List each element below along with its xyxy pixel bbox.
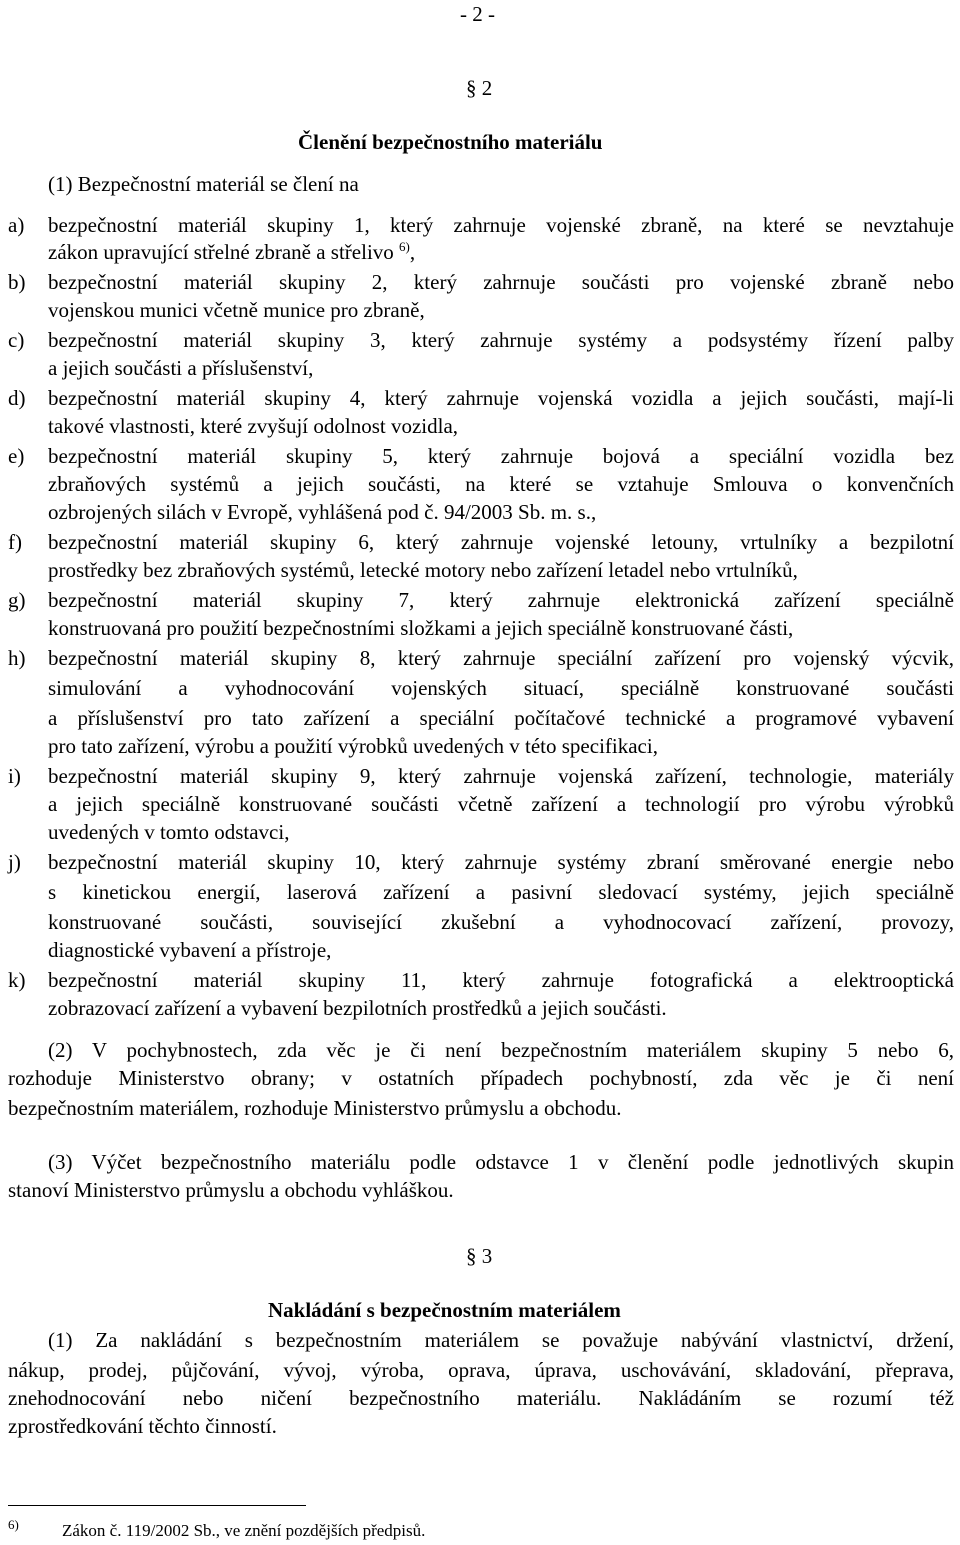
paragraph-2-line-3: bezpečnostním materiálem, rozhoduje Ministerstvo průmyslu a obchodu. [8,1096,622,1120]
item-h-line-4: pro tato zařízení, výrobu a použití výrobků uvedených v této specifikaci, [48,734,658,758]
page-number: - 2 - [460,2,495,26]
section-2-sign: § 2 [466,76,493,100]
paragraph-2-line-1: (2) V pochybnostech, zda věc je či není bezpečnostním materiálem skupiny 5 nebo 6, [48,1038,954,1062]
paragraph-3-line-2: stanoví Ministerstvo průmyslu a obchodu vyhláškou. [8,1178,454,1202]
item-label: h) [8,646,26,670]
footnote-divider [8,1505,306,1506]
section-3-p1-line-3: znehodnocování nebo ničení bezpečnostního materiálu. Nakládáním se rozumí též [8,1386,954,1410]
item-label: j) [8,850,21,874]
item-label: k) [8,968,26,992]
item-h-line-1: bezpečnostní materiál skupiny 8, který zahrnuje speciální zařízení pro vojenský výcvik, [48,646,954,670]
paragraph-2-line-2: rozhoduje Ministerstvo obrany; v ostatních případech pochybností, zda věc je či není [8,1066,954,1090]
item-k-line-1: bezpečnostní materiál skupiny 11, který zahrnuje fotografická a elektrooptická [48,968,954,992]
item-label: f) [8,530,22,554]
section-3-p1-line-1: (1) Za nakládání s bezpečnostním materiálem se považuje nabývání vlastnictví, držení, [48,1328,954,1352]
item-i-line-3: uvedených v tomto odstavci, [48,820,290,844]
item-f-line-1: bezpečnostní materiál skupiny 6, který zahrnuje vojenské letouny, vrtulníky a bezpilotní [48,530,954,554]
item-label: e) [8,444,25,468]
item-c-line-1: bezpečnostní materiál skupiny 3, který zahrnuje systémy a podsystémy řízení palby [48,328,954,352]
section-3-title: Nakládání s bezpečnostním materiálem [268,1298,621,1322]
section-3-sign: § 3 [466,1244,493,1268]
footnote-mark: 6) [8,1517,19,1532]
item-b-line-1: bezpečnostní materiál skupiny 2, který zahrnuje součásti pro vojenské zbraně nebo [48,270,954,294]
item-h-line-3: a příslušenství pro tato zařízení a speciální počítačové technické a programové vybavení [48,706,954,730]
item-label: g) [8,588,26,612]
item-i-line-2: a jejich speciálně konstruované součásti včetně zařízení a technologií pro výrobu výrobků [48,792,954,816]
item-g-line-2: konstruovaná pro použití bezpečnostními složkami a jejich speciálně konstruované části, [48,616,794,640]
paragraph-3-line-1: (3) Výčet bezpečnostního materiálu podle odstavce 1 v členění podle jednotlivých skupin [48,1150,954,1174]
section-3-p1-line-2: nákup, prodej, půjčování, vývoj, výroba, oprava, úprava, uschovávání, skladování, přeprava, [8,1358,954,1382]
item-e-line-1: bezpečnostní materiál skupiny 5, který zahrnuje bojová a speciální vozidla bez [48,444,954,468]
item-label: b) [8,270,26,294]
section-3-p1-line-4: zprostředkování těchto činností. [8,1414,277,1438]
item-j-line-1: bezpečnostní materiál skupiny 10, který zahrnuje systémy zbraní směrované energie nebo [48,850,954,874]
item-k-line-2: zobrazovací zařízení a vybavení bezpilotních prostředků a jejich součásti. [48,996,667,1020]
item-j-line-4: diagnostické vybavení a přístroje, [48,938,332,962]
item-label: c) [8,328,25,352]
item-a-line-2-text: zákon upravující střelné zbraně a střelivo [48,240,394,264]
item-c-line-2: a jejich součásti a příslušenství, [48,356,314,380]
item-h-line-2: simulování a vyhodnocování vojenských situací, speciálně konstruované součásti [48,676,954,700]
item-a-tail: , [409,240,416,264]
item-j-line-3: konstruované součásti, související zkušební a vyhodnocovací zařízení, provozy, [48,910,954,934]
section-2-title: Členění bezpečnostního materiálu [298,130,603,154]
item-b-line-2: vojenskou munici včetně munice pro zbraně, [48,298,425,322]
item-d-line-1: bezpečnostní materiál skupiny 4, který zahrnuje vojenská vozidla a jejich součásti, mají-li [48,386,954,410]
footnote-text: Zákon č. 119/2002 Sb., ve znění pozdějších předpisů. [62,1521,426,1540]
item-label: d) [8,386,26,410]
item-a-line-2 [48,240,954,265]
item-f-line-2: prostředky bez zbraňových systémů, letecké motory nebo zařízení letadel nebo vrtulníků, [48,558,798,582]
item-label: i) [8,764,21,788]
footnote-ref: 6) [399,239,410,254]
paragraph-1-intro: (1) Bezpečnostní materiál se člení na [48,172,359,196]
item-g-line-1: bezpečnostní materiál skupiny 7, který zahrnuje elektronická zařízení speciálně [48,588,954,612]
item-e-line-3: ozbrojených silách v Evropě, vyhlášená pod č. 94/2003 Sb. m. s., [48,500,597,524]
item-a-line-1: bezpečnostní materiál skupiny 1, který zahrnuje vojenské zbraně, na které se nevztahuje [48,213,954,237]
item-d-line-2: takové vlastnosti, které zvyšují odolnost vozidla, [48,414,459,438]
item-e-line-2: zbraňových systémů a jejich součásti, na které se vztahuje Smlouva o konvenčních [48,472,954,496]
item-j-line-2: s kinetickou energií, laserová zařízení a pasivní sledovací systémy, jejich speciálně [48,880,954,904]
item-i-line-1: bezpečnostní materiál skupiny 9, který zahrnuje vojenská zařízení, technologie, materiály [48,764,954,788]
item-label: a) [8,213,25,237]
